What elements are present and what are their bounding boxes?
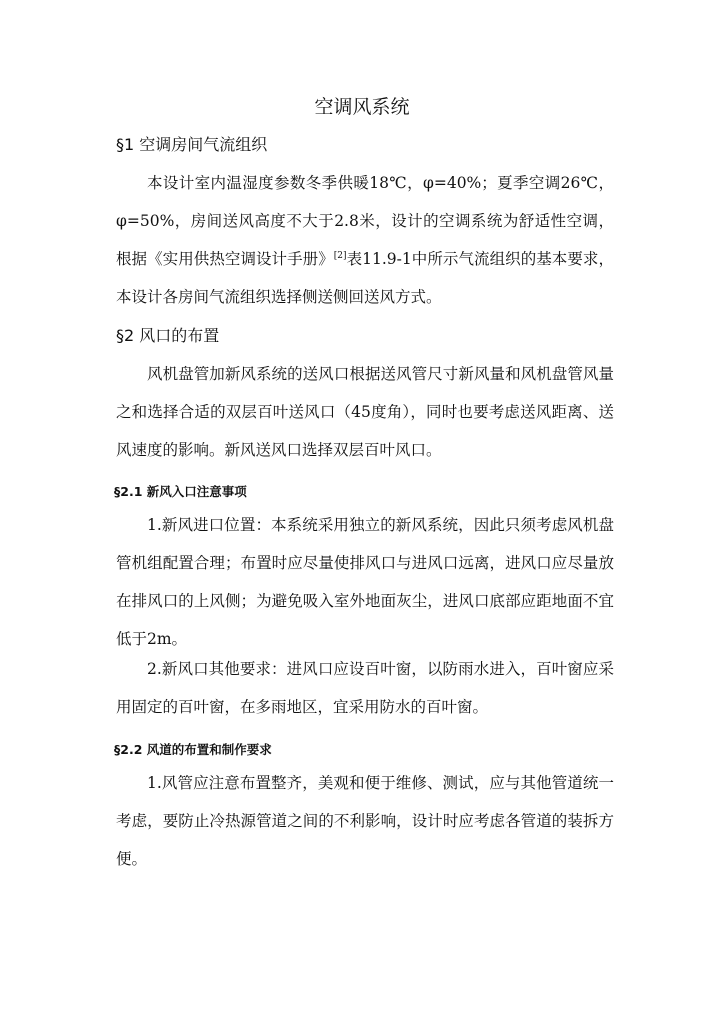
section-heading-outlets: §2 风口的布置	[116, 326, 220, 345]
subsection-heading-duct: §2.2 风道的布置和制作要求	[114, 742, 272, 757]
section-heading-airflow: §1 空调房间气流组织	[116, 135, 268, 154]
paragraph-fresh-air-position: 1.新风进口位置：本系统采用独立的新风系统，因此只须考虑风机盘管机组配置合理；布置时应尽量使排风口与进风口远离，进风口应尽量放在排风口的上风侧；为避免吸入室外地面灰尘，进风口底部应距地面不宜低于2m。	[116, 516, 614, 648]
document-title: 空调风系统	[314, 96, 410, 118]
paragraph-fresh-air-other: 2.新风口其他要求：进风口应设百叶窗，以防雨水进入，百叶窗应采用固定的百叶窗，在多雨地区，宜采用防水的百叶窗。	[116, 660, 614, 716]
reference-mark: [2]	[333, 250, 347, 261]
paragraph-duct-layout: 1.风管应注意布置整齐，美观和便于维修、测试，应与其他管道统一考虑，要防止冷热源管道之间的不利影响，设计时应考虑各管道的装拆方便。	[116, 774, 614, 868]
paragraph-airflow-text-cont: 表11.9-1中所示气流组织的基本要求，本设计各房间气流组织选择侧送侧回送风方式。	[116, 250, 614, 306]
subsection-heading-fresh-air: §2.1 新风入口注意事项	[114, 484, 247, 499]
paragraph-airflow	[116, 164, 614, 316]
paragraph-outlets: 风机盘管加新风系统的送风口根据送风管尺寸新风量和风机盘管风量之和选择合适的双层百叶送风口（45度角），同时也要考虑送风距离、送风速度的影响。新风送风口选择双层百叶风口。	[116, 365, 614, 459]
paragraph-airflow-text: 本设计室内温湿度参数冬季供暖18℃，φ=40%；夏季空调26℃，φ=50%，房间送风高度不大于2.8米，设计的空调系统为舒适性空调，根据《实用供热空调设计手册》	[116, 174, 614, 268]
